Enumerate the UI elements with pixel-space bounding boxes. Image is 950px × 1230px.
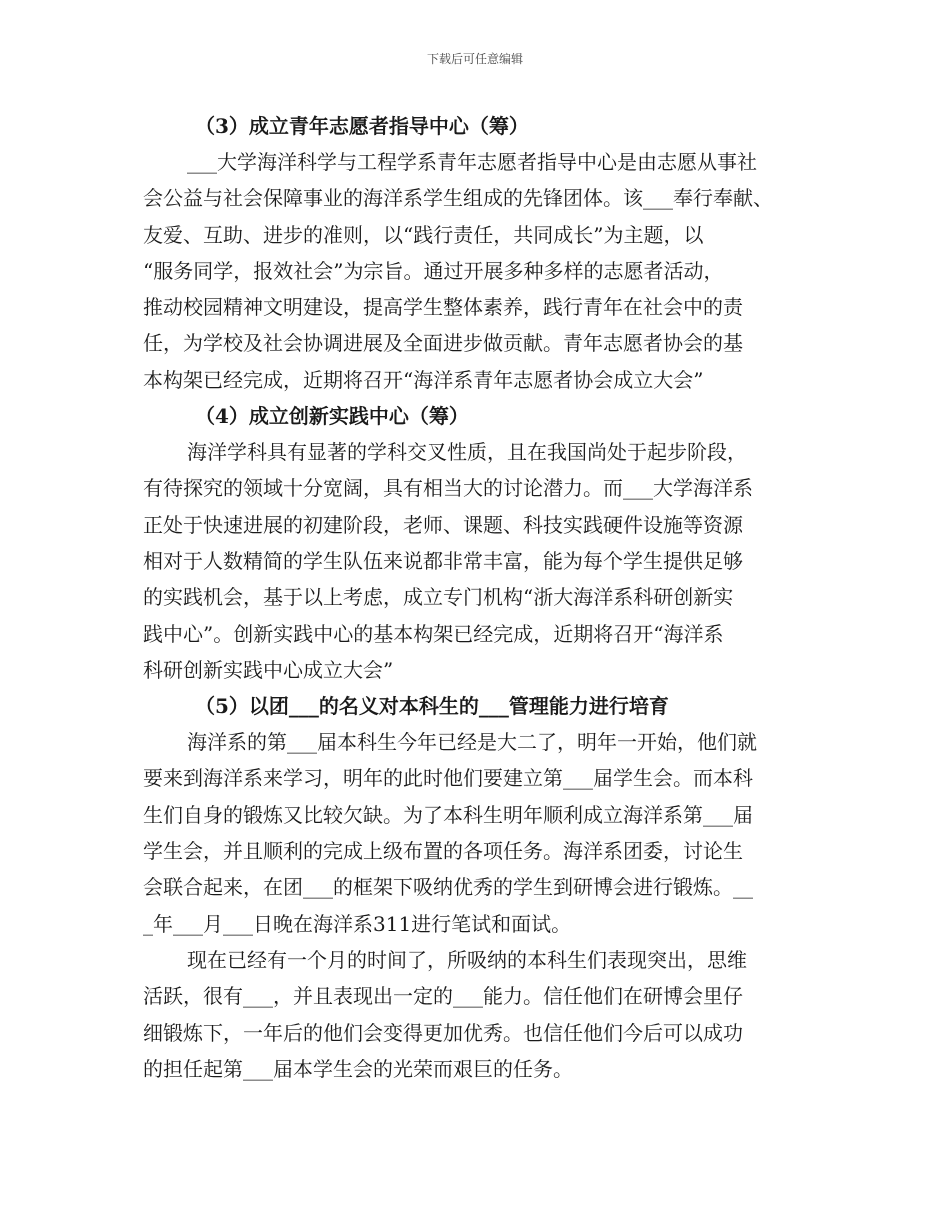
section-heading-3: （3）成立青年志愿者指导中心（筹）	[195, 114, 529, 138]
document-body	[143, 108, 823, 1087]
text-line: 会联合起来，在团___的框架下吸纳优秀的学生到研博会进行锻炼。__	[143, 875, 753, 900]
text-line: 推动校园精神文明建设，提高学生整体素养，践行青年在社会中的责	[143, 295, 743, 320]
text-line: 细锻炼下，一年后的他们会变得更加优秀。也信任他们今后可以成功	[143, 1020, 743, 1045]
text-line: 学生会，并且顺利的完成上级布置的各项任务。海洋系团委，讨论生	[143, 839, 743, 864]
text-line: “服务同学，报效社会”为宗旨。通过开展多种多样的志愿者活动，	[143, 258, 724, 283]
text-line: ___大学海洋科学与工程学系青年志愿者指导中心是由志愿从事社	[187, 150, 757, 174]
text-line: 本构架已经完成，近期将召开“海洋系青年志愿者协会成立大会”	[143, 367, 704, 392]
text-line: 现在已经有一个月的时间了，所吸纳的本科生们表现突出，思维	[187, 947, 747, 972]
text-line: 海洋学科具有显著的学科交叉性质，且在我国尚处于起步阶段，	[187, 440, 747, 465]
section-heading-4: （4）成立创新实践中心（筹）	[195, 404, 469, 429]
paragraph	[143, 434, 823, 688]
paragraph	[143, 144, 823, 398]
text-line: 要来到海洋系来学习，明年的此时他们要建立第___届学生会。而本科	[143, 766, 753, 791]
section-heading-5: （5）以团___的名义对本科生的___管理能力进行培育	[195, 694, 669, 719]
text-line: 会公益与社会保障事业的海洋系学生组成的先锋团体。该___奉行奉献、	[143, 186, 773, 211]
text-line: 任，为学校及社会协调进展及全面进步做贡献。青年志愿者协会的基	[143, 331, 743, 356]
text-line: 活跃，很有___，并且表现出一定的___能力。信任他们在研博会里仔	[143, 984, 743, 1009]
paragraph	[143, 942, 823, 1087]
text-line: 海洋系的第___届本科生今年已经是大二了，明年一开始，他们就	[187, 730, 757, 755]
text-line: 科研创新实践中心成立大会”	[143, 657, 394, 682]
text-line: 生们自身的锻炼又比较欠缺。为了本科生明年顺利成立海洋系第___届	[143, 802, 753, 827]
text-line: 有待探究的领域十分宽阔，具有相当大的讨论潜力。而___大学海洋系	[143, 476, 753, 501]
page-header: 下载后可任意编辑	[426, 52, 523, 66]
paragraph	[143, 724, 823, 942]
text-line: _年___月___日晚在海洋系311进行笔试和面试。	[143, 911, 572, 936]
text-line: 相对于人数精简的学生队伍来说都非常丰富，能为每个学生提供足够	[143, 548, 743, 573]
text-line: 践中心”。创新实践中心的基本构架已经完成，近期将召开“海洋系	[143, 621, 724, 646]
text-line: 正处于快速进展的初建阶段，老师、课题、科技实践硬件设施等资源	[143, 512, 743, 537]
text-line: 友爱、互助、进步的准则，以“践行责任，共同成长”为主题，以	[143, 222, 704, 247]
text-line: 的实践机会，基于以上考虑，成立专门机构“浙大海洋系科研创新实	[143, 585, 734, 610]
text-line: 的担任起第___届本学生会的光荣而艰巨的任务。	[143, 1056, 573, 1081]
